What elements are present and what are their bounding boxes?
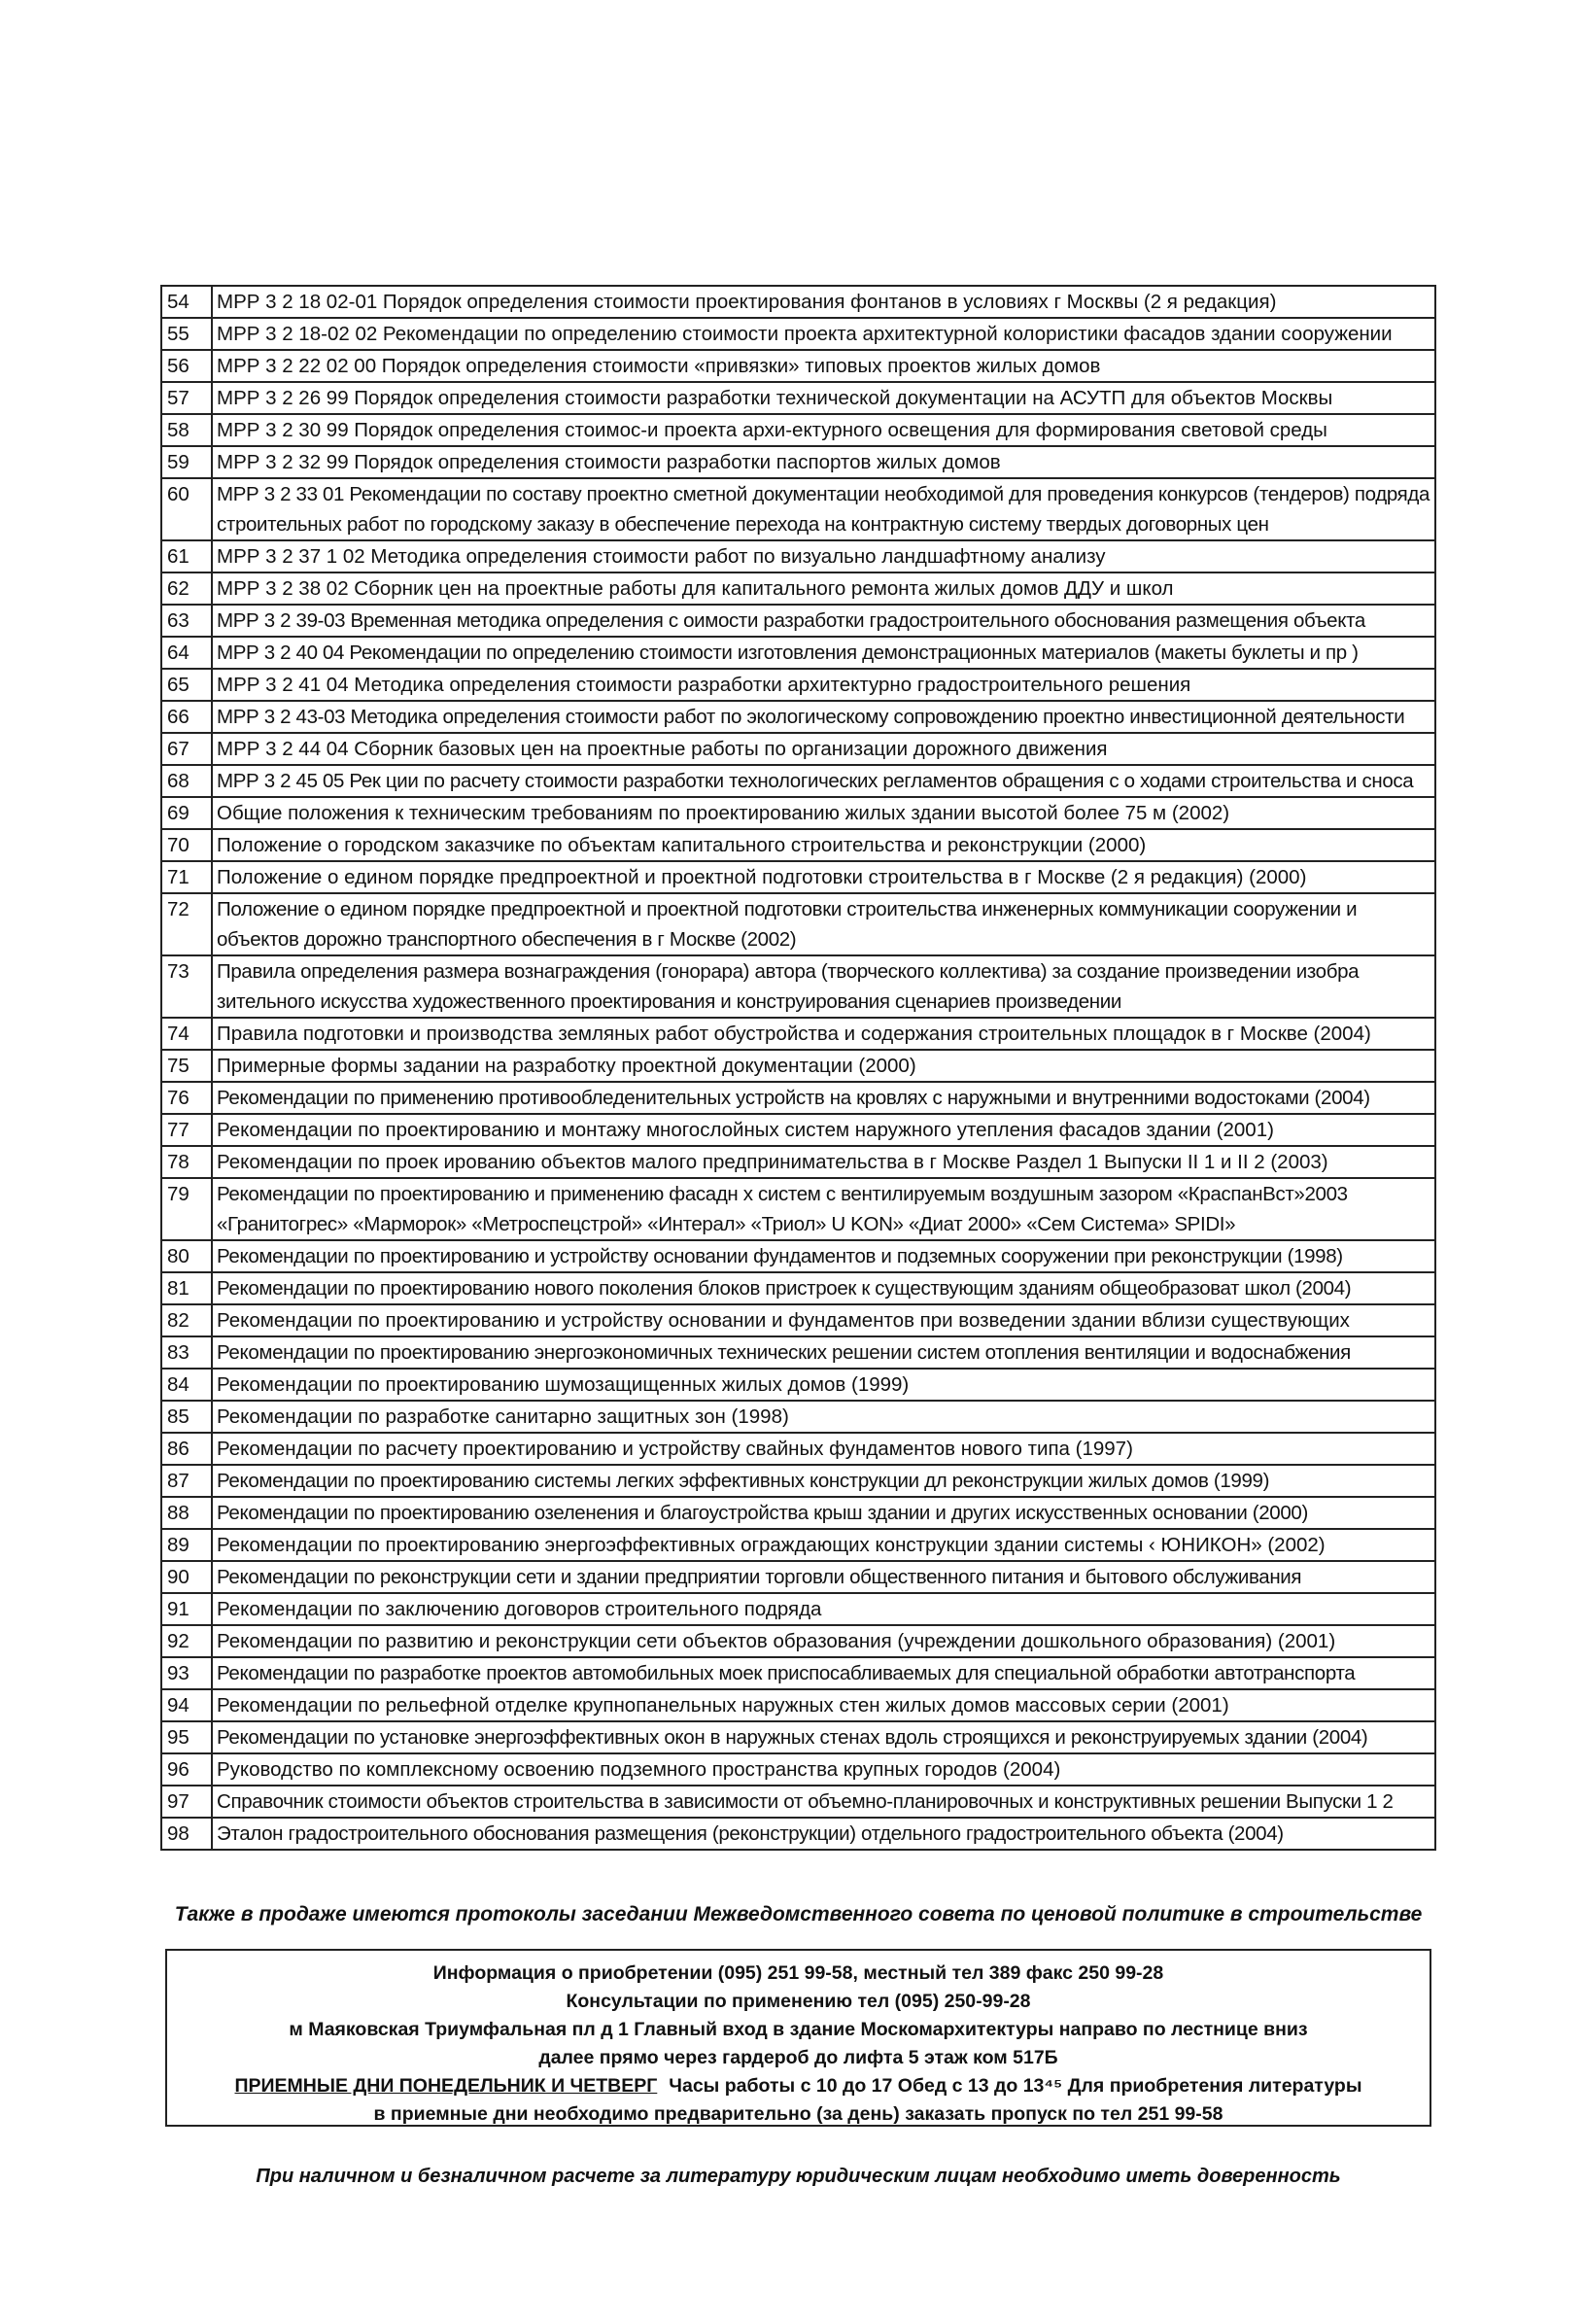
table-row xyxy=(161,414,1435,446)
publication-title: Рекомендации по применению противообледенительных устройств на кровлях с наружными и внутренними водостоками (2004) xyxy=(212,1082,1435,1114)
publication-title: Рекомендации по реконструкции сети и здании предприятии торговли общественного питания и бытового обслуживания xyxy=(212,1561,1435,1593)
table-row xyxy=(161,1178,1435,1240)
table-row xyxy=(161,1593,1435,1625)
publication-title: Рекомендации по расчету проектированию и устройству свайных фундаментов нового типа (1997) xyxy=(212,1433,1435,1465)
publication-title: МРР 3 2 30 99 Порядок определения стоимос-и проекта архи-ектурного освещения для формирования световой среды xyxy=(212,414,1435,446)
row-number: 83 xyxy=(161,1336,212,1369)
table-row xyxy=(161,1818,1435,1850)
publication-title: Рекомендации по проектированию шумозащищенных жилых домов (1999) xyxy=(212,1369,1435,1401)
table-row xyxy=(161,1561,1435,1593)
purchase-info-box xyxy=(165,1949,1431,2127)
table-row xyxy=(161,1529,1435,1561)
publication-title: Руководство по комплексному освоению подземного пространства крупных городов (2004) xyxy=(212,1753,1435,1786)
table-row xyxy=(161,1433,1435,1465)
publication-title: Рекомендации по заключению договоров строительного подряда xyxy=(212,1593,1435,1625)
publication-title: Правила определения размера вознаграждения (гонорара) автора (творческого коллектива) за создание произведении изобра зительного искусства художественного проектирования и конструирования сценариев произведении xyxy=(212,955,1435,1018)
row-number: 56 xyxy=(161,350,212,382)
table-row xyxy=(161,1497,1435,1529)
reception-days-line xyxy=(167,2072,1430,2100)
table-row xyxy=(161,829,1435,861)
table-row xyxy=(161,1657,1435,1689)
table-row xyxy=(161,1304,1435,1336)
row-number: 78 xyxy=(161,1146,212,1178)
publication-title: МРР 3 2 26 99 Порядок определения стоимости разработки технической документации на АСУТП для объектов Москвы xyxy=(212,382,1435,414)
row-number: 86 xyxy=(161,1433,212,1465)
table-row xyxy=(161,572,1435,605)
row-number: 60 xyxy=(161,478,212,540)
table-row xyxy=(161,1082,1435,1114)
table-row xyxy=(161,1240,1435,1272)
publication-title: Общие положения к техническим требованиям по проектированию жилых здании высотой более 75 м (2002) xyxy=(212,797,1435,829)
row-number: 94 xyxy=(161,1689,212,1721)
table-row xyxy=(161,637,1435,669)
row-number: 55 xyxy=(161,318,212,350)
table-row xyxy=(161,893,1435,955)
publication-title: Рекомендации по проектированию и устройству основании фундаментов и подземных сооружении при реконструкции (1998) xyxy=(212,1240,1435,1272)
row-number: 77 xyxy=(161,1114,212,1146)
row-number: 93 xyxy=(161,1657,212,1689)
address-line: м Маяковская Триумфальная пл д 1 Главный вход в здание Москомархитектуры направо по лестнице вниз xyxy=(289,2019,1308,2040)
row-number: 70 xyxy=(161,829,212,861)
publication-title: Рекомендации по проектированию озеленения и благоустройства крыш здании и других искусственных основании (2000) xyxy=(212,1497,1435,1529)
publication-title: Рекомендации по разработке проектов автомобильных моек приспосабливаемых для специальной обработки автотранспорта xyxy=(212,1657,1435,1689)
row-number: 91 xyxy=(161,1593,212,1625)
row-number: 65 xyxy=(161,669,212,701)
publication-title: Рекомендации по проектированию и применению фасадн х систем с вентилируемым воздушным зазором «КраспанВст»2003 «Гранитогрес» «Марморок» «Метроспецстрой» «Интерал» «Триол» U KON» «Диат 2000» «Сем Система» SPIDI» xyxy=(212,1178,1435,1240)
publication-title: МРР 3 2 38 02 Сборник цен на проектные работы для капитального ремонта жилых домов ДДУ и школ xyxy=(212,572,1435,605)
row-number: 54 xyxy=(161,286,212,318)
table-row xyxy=(161,955,1435,1018)
publication-title: Правила подготовки и производства земляных работ обустройства и содержания строительных площадок в г Москве (2004) xyxy=(212,1018,1435,1050)
publication-title: Рекомендации по проектированию и монтажу многослойных систем наружного утепления фасадов здании (2001) xyxy=(212,1114,1435,1146)
table-row xyxy=(161,733,1435,765)
row-number: 97 xyxy=(161,1786,212,1818)
working-hours-text: Часы работы с 10 до 17 Обед с 13 до 13⁴⁵ Для приобретения литературы xyxy=(669,2075,1362,2097)
publication-title: Эталон градостроительного обоснования размещения (реконструкции) отдельного градостроительного объекта (2004) xyxy=(212,1818,1435,1850)
publication-title: Рекомендации по проектированию и устройству основании и фундаментов при возведении здании вблизи существующих xyxy=(212,1304,1435,1336)
table-row xyxy=(161,1689,1435,1721)
directions-line: далее прямо через гардероб до лифта 5 этаж ком 517Б xyxy=(538,2047,1058,2068)
publication-title: МРР 3 2 43-03 Методика определения стоимости работ по экологическому сопровождению проектно инвестиционной деятельности xyxy=(212,701,1435,733)
row-number: 96 xyxy=(161,1753,212,1786)
publication-title: МРР 3 2 18 02-01 Порядок определения стоимости проектирования фонтанов в условиях г Москвы (2 я редакция) xyxy=(212,286,1435,318)
table-row xyxy=(161,1753,1435,1786)
publication-title: Положение о едином порядке предпроектной и проектной подготовки строительства в г Москве (2 я редакция) (2000) xyxy=(212,861,1435,893)
row-number: 79 xyxy=(161,1178,212,1240)
publication-title: МРР 3 2 45 05 Рек ции по расчету стоимости разработки технологических регламентов обращения с о ходами строительства и сноса xyxy=(212,765,1435,797)
table-row xyxy=(161,318,1435,350)
row-number: 88 xyxy=(161,1497,212,1529)
row-number: 61 xyxy=(161,540,212,572)
row-number: 71 xyxy=(161,861,212,893)
row-number: 57 xyxy=(161,382,212,414)
row-number: 90 xyxy=(161,1561,212,1593)
publication-title: МРР 3 2 22 02 00 Порядок определения стоимости «привязки» типовых проектов жилых домов xyxy=(212,350,1435,382)
publications-table-body xyxy=(161,286,1435,1850)
publication-title: МРР 3 2 39-03 Временная методика определения с оимости разработки градостроительного обоснования размещения объекта xyxy=(212,605,1435,637)
table-row xyxy=(161,350,1435,382)
row-number: 92 xyxy=(161,1625,212,1657)
publication-title: Рекомендации по проектированию энергоэффективных ограждающих конструкции здании системы ‹ ЮНИКОН» (2002) xyxy=(212,1529,1435,1561)
table-row xyxy=(161,1465,1435,1497)
row-number: 73 xyxy=(161,955,212,1018)
row-number: 62 xyxy=(161,572,212,605)
table-row xyxy=(161,1050,1435,1082)
publication-title: Рекомендации по проектированию нового поколения блоков пристроек к существующим зданиям общеобразоват школ (2004) xyxy=(212,1272,1435,1304)
publication-title: Рекомендации по проектированию энергоэкономичных технических решении систем отопления вентиляции и водоснабжения xyxy=(212,1336,1435,1369)
row-number: 63 xyxy=(161,605,212,637)
table-row xyxy=(161,478,1435,540)
publication-title: Рекомендации по проек ированию объектов малого предпринимательства в г Москве Раздел 1 Выпуски II 1 и II 2 (2003) xyxy=(212,1146,1435,1178)
sale-note: Также в продаже имеются протоколы заседании Межведомственного совета по ценовой политике в строительстве xyxy=(174,1903,1423,1925)
row-number: 85 xyxy=(161,1401,212,1433)
row-number: 68 xyxy=(161,765,212,797)
table-row xyxy=(161,446,1435,478)
publication-title: Рекомендации по разработке санитарно защитных зон (1998) xyxy=(212,1401,1435,1433)
row-number: 76 xyxy=(161,1082,212,1114)
row-number: 59 xyxy=(161,446,212,478)
table-row xyxy=(161,669,1435,701)
publication-title: МРР 3 2 41 04 Методика определения стоимости разработки архитектурно градостроительного решения xyxy=(212,669,1435,701)
row-number: 89 xyxy=(161,1529,212,1561)
row-number: 87 xyxy=(161,1465,212,1497)
payment-note: При наличном и безналичном расчете за литературу юридическим лицам необходимо иметь доверенность xyxy=(256,2166,1341,2187)
row-number: 64 xyxy=(161,637,212,669)
publication-title: Рекомендации по рельефной отделке крупнопанельных наружных стен жилых домов массовых серии (2001) xyxy=(212,1689,1435,1721)
table-row xyxy=(161,1625,1435,1657)
consultation-info-line: Консультации по применению тел (095) 250-99-28 xyxy=(566,1991,1031,2012)
publication-title: МРР 3 2 40 04 Рекомендации по определению стоимости изготовления демонстрационных материалов (макеты буклеты и пр ) xyxy=(212,637,1435,669)
publication-title: Рекомендации по развитию и реконструкции сети объектов образования (учреждении дошкольного образования) (2001) xyxy=(212,1625,1435,1657)
publication-title: МРР 3 2 18-02 02 Рекомендации по определению стоимости проекта архитектурной колористики фасадов здании сооружении xyxy=(212,318,1435,350)
pass-order-line: в приемные дни необходимо предварительно (за день) заказать пропуск по тел 251 99-58 xyxy=(373,2103,1223,2125)
table-row xyxy=(161,1146,1435,1178)
table-row xyxy=(161,382,1435,414)
publication-title: МРР 3 2 37 1 02 Методика определения стоимости работ по визуально ландшафтному анализу xyxy=(212,540,1435,572)
publication-title: Положение о городском заказчике по объектам капитального строительства и реконструкции (2000) xyxy=(212,829,1435,861)
publication-title: МРР 3 2 44 04 Сборник базовых цен на проектные работы по организации дорожного движения xyxy=(212,733,1435,765)
table-row xyxy=(161,861,1435,893)
table-row xyxy=(161,797,1435,829)
row-number: 98 xyxy=(161,1818,212,1850)
row-number: 74 xyxy=(161,1018,212,1050)
row-number: 80 xyxy=(161,1240,212,1272)
table-row xyxy=(161,286,1435,318)
table-row xyxy=(161,1336,1435,1369)
publications-table xyxy=(160,285,1436,1851)
table-row xyxy=(161,1369,1435,1401)
publication-title: МРР 3 2 33 01 Рекомендации по составу проектно сметной документации необходимой для проведения конкурсов (тендеров) подряда строительных работ по городскому заказу в обеспечение перехода на контрактную систему твердых договорных цен xyxy=(212,478,1435,540)
row-number: 84 xyxy=(161,1369,212,1401)
reception-days-label: ПРИЕМНЫЕ ДНИ ПОНЕДЕЛЬНИК И ЧЕТВЕРГ xyxy=(234,2075,658,2097)
table-row xyxy=(161,1018,1435,1050)
table-row xyxy=(161,765,1435,797)
table-row xyxy=(161,701,1435,733)
publication-title: Примерные формы задании на разработку проектной документации (2000) xyxy=(212,1050,1435,1082)
publication-title: Положение о едином порядке предпроектной и проектной подготовки строительства инженерных коммуникации сооружении и объектов дорожно транспортного обеспечения в г Москве (2002) xyxy=(212,893,1435,955)
publication-title: Рекомендации по проектированию системы легких эффективных конструкции дл реконструкции жилых домов (1999) xyxy=(212,1465,1435,1497)
table-row xyxy=(161,1272,1435,1304)
row-number: 82 xyxy=(161,1304,212,1336)
table-row xyxy=(161,605,1435,637)
table-row xyxy=(161,1114,1435,1146)
row-number: 58 xyxy=(161,414,212,446)
row-number: 66 xyxy=(161,701,212,733)
publication-title: МРР 3 2 32 99 Порядок определения стоимости разработки паспортов жилых домов xyxy=(212,446,1435,478)
purchase-info-line: Информация о приобретении (095) 251 99-58, местный тел 389 факс 250 99-28 xyxy=(432,1962,1164,1984)
publication-title: Рекомендации по установке энергоэффективных окон в наружных стенах вдоль строящихся и реконструируемых здании (2004) xyxy=(212,1721,1435,1753)
table-row xyxy=(161,540,1435,572)
table-row xyxy=(161,1401,1435,1433)
table-row xyxy=(161,1721,1435,1753)
row-number: 69 xyxy=(161,797,212,829)
publication-title: Справочник стоимости объектов строительства в зависимости от объемно-планировочных и конструктивных решении Выпуски 1 2 xyxy=(212,1786,1435,1818)
row-number: 67 xyxy=(161,733,212,765)
row-number: 95 xyxy=(161,1721,212,1753)
row-number: 72 xyxy=(161,893,212,955)
row-number: 75 xyxy=(161,1050,212,1082)
row-number: 81 xyxy=(161,1272,212,1304)
table-row xyxy=(161,1786,1435,1818)
